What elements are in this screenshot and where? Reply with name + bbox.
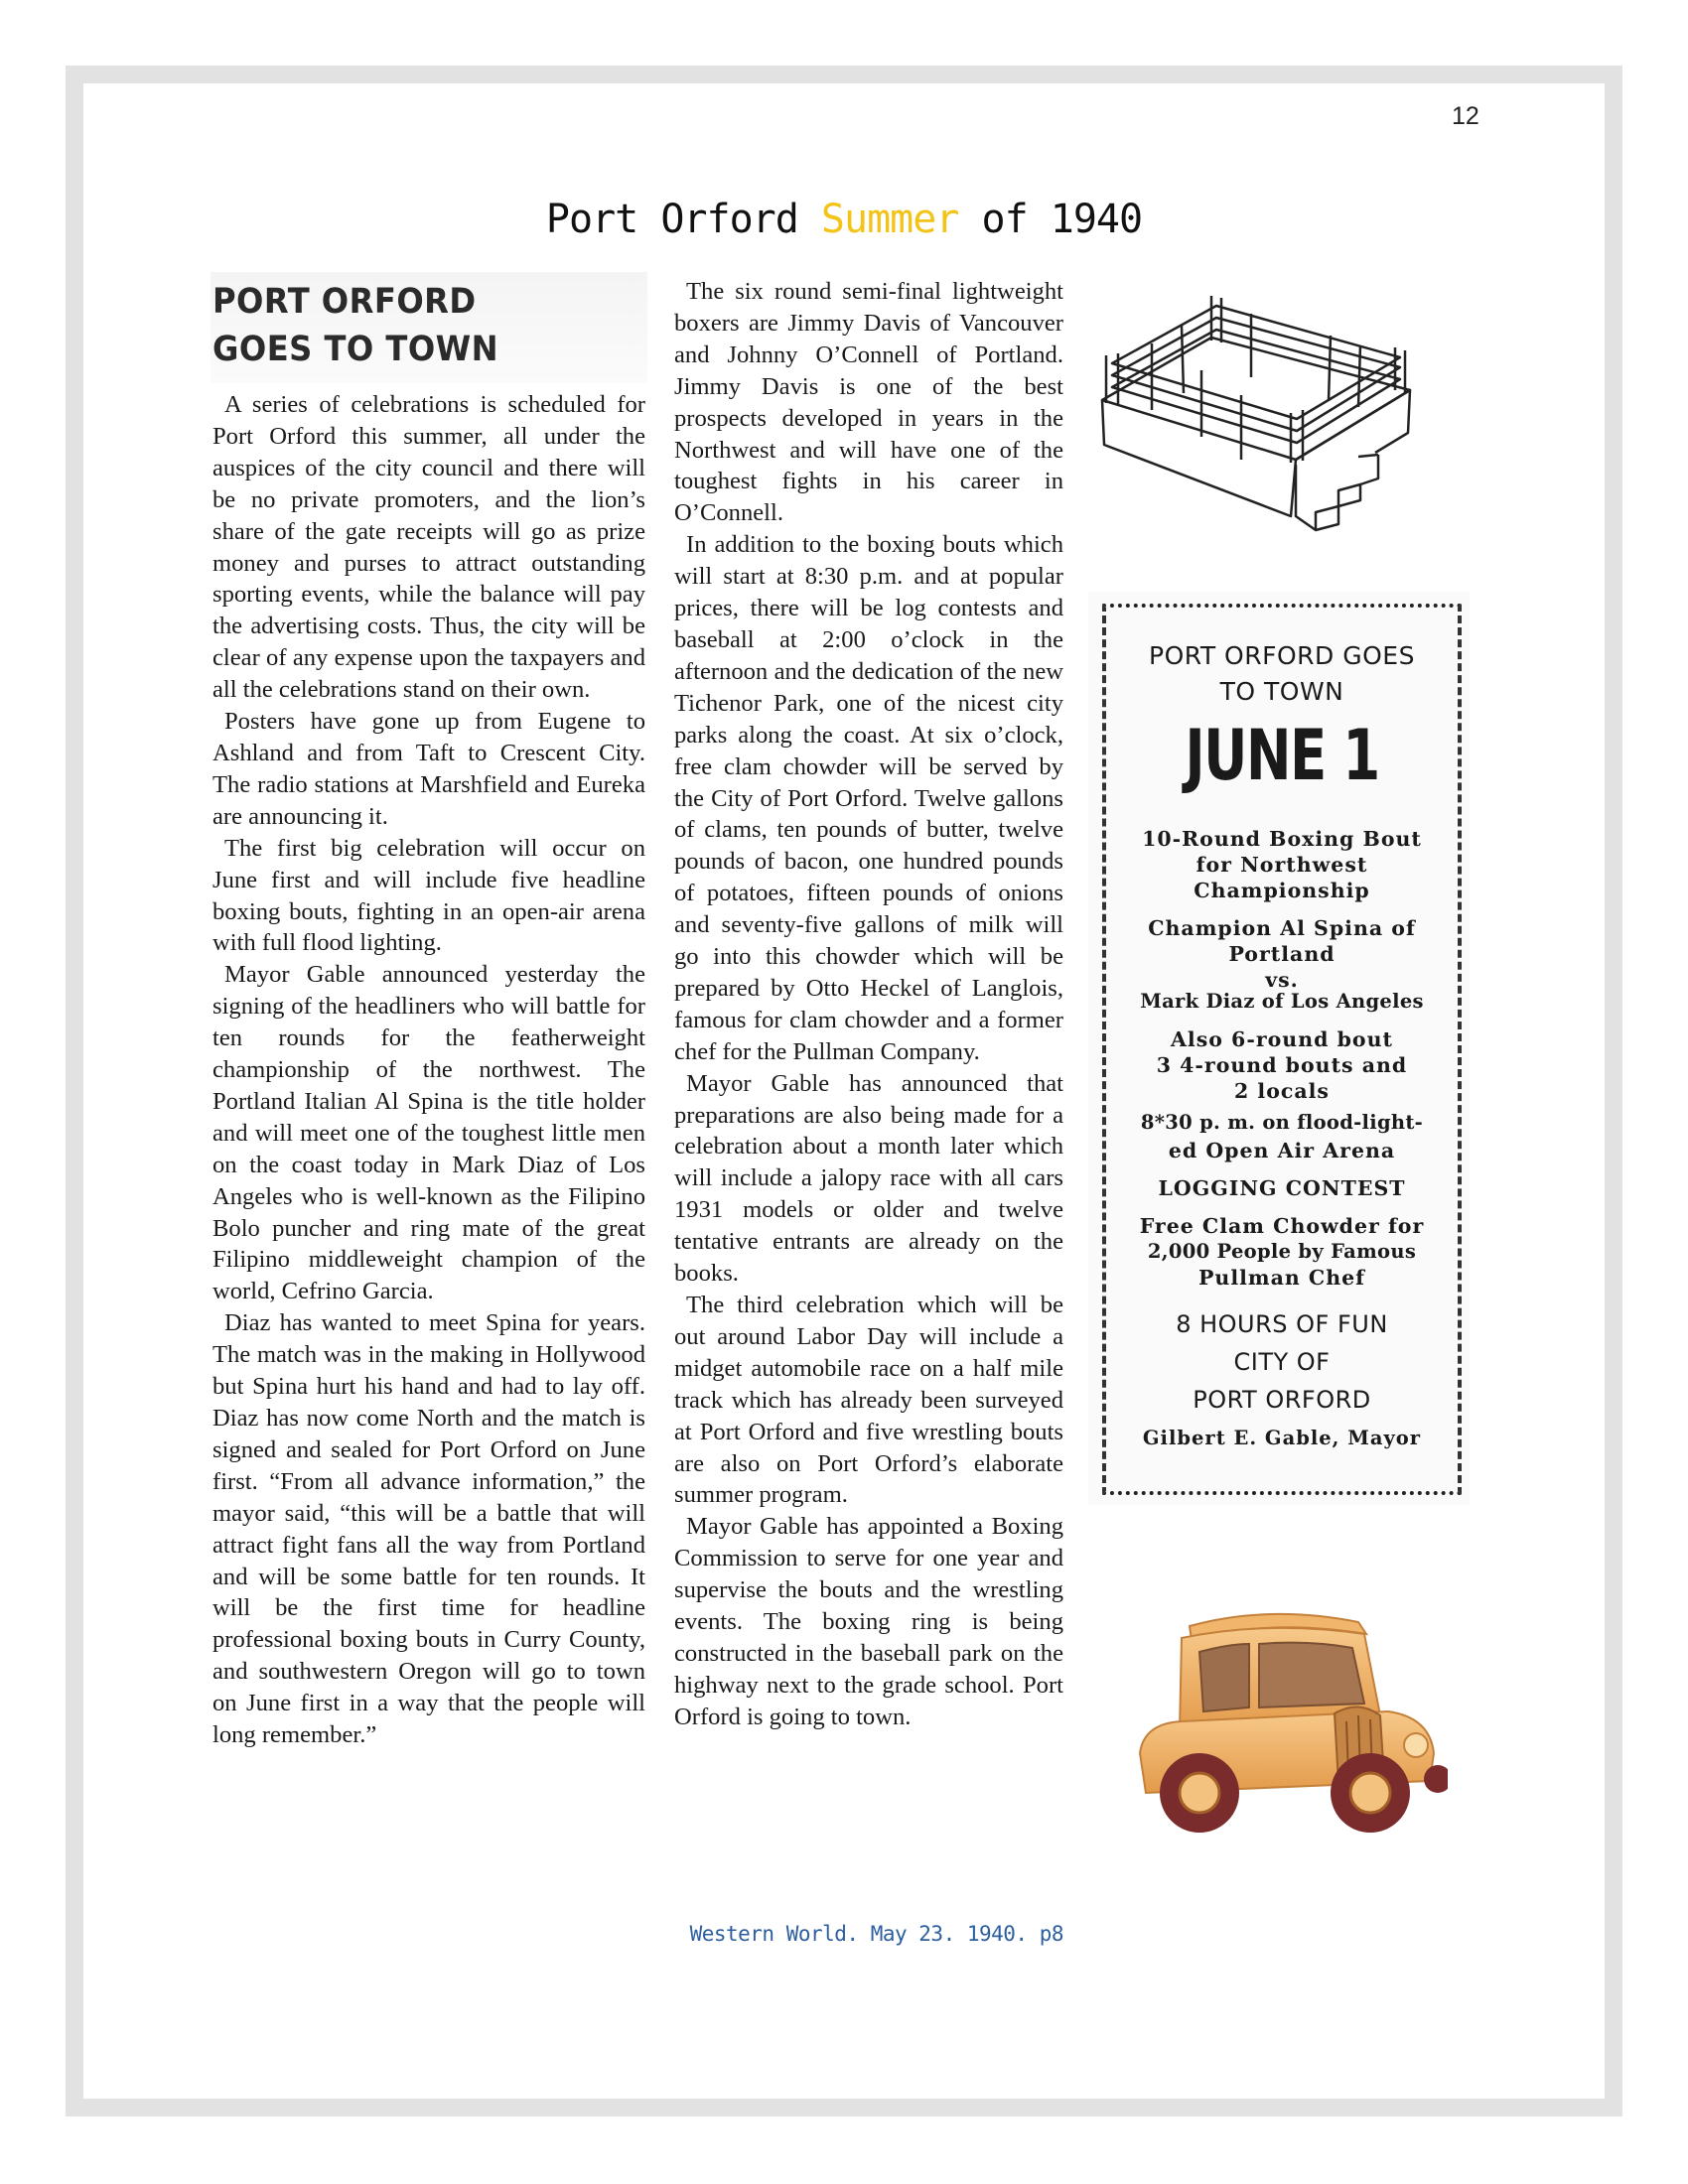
page-title — [0, 197, 1688, 242]
paragraph: Mayor Gable announced yesterday the signing of the headliners who will battle for ten rounds for the featherweight championship of the northwest. The Portland Italian Al Spina is the title holder and will meet one of the toughest little men on the coast today in Mark Diaz of Los Angeles who is well-known as the Filipino Bolo puncher and ring mate of the great Filipino middleweight champion of the world, Cefrino Garcia. — [212, 961, 645, 1305]
ad-text: Pullman Chef — [1198, 1266, 1365, 1290]
ad-text: Free Clam Chowder for — [1139, 1214, 1425, 1238]
ad-text: PORT ORFORD — [1193, 1386, 1371, 1414]
title-part2: of 1940 — [958, 197, 1143, 242]
paragraph: In addition to the boxing bouts which will start at 8:30 p.m. and at popular prices, there will be log contests and baseball at 2:00 o’clock in the afternoon and the dedication of the new Tichenor Park, one of the nicest city parks along the coast. At six o’clock, free clam chowder will be served by the City of Port Orford. Twelve gallons of clams, ten pounds of butter, twelve pounds of bacon, one hundred pounds of potatoes, fifteen pounds of onions and seventy-five gallons of milk will go into this chowder which will be prepared by Otto Heckel of Langlois, famous for clam chowder and a former chef for the Pullman Company. — [674, 531, 1063, 1065]
article-column-1 — [212, 389, 645, 1751]
ad-text: 2 locals — [1234, 1079, 1330, 1103]
article-headline — [212, 278, 611, 373]
title-part1: Port Orford — [545, 197, 821, 242]
ad-text: 3 4-round bouts and — [1156, 1053, 1408, 1077]
ad-date: JUNE 1 — [1185, 715, 1379, 796]
ad-text: LOGGING CONTEST — [1158, 1176, 1406, 1200]
paragraph: Mayor Gable has announced that preparations are also being made for a celebration about a month later which will include a jalopy race with all cars 1931 models or older and twelve tentative entrants are already on the books. — [674, 1069, 1063, 1288]
paragraph: The first big celebration will occur on June first and will include five headline boxing bouts, fighting in an open-air arena with full flood lighting. — [212, 834, 645, 957]
page-number: 12 — [1452, 102, 1479, 130]
ad-text: CITY OF — [1233, 1348, 1331, 1376]
ad-text: 10-Round Boxing Bout — [1142, 827, 1422, 851]
ad-heading-2: TO TOWN — [1219, 677, 1344, 706]
paragraph: Posters have gone up from Eugene to Ashland and from Taft to Crescent City. The radio stations at Marshfield and Eureka are announcing it. — [212, 708, 645, 830]
paragraph: Mayor Gable has appointed a Boxing Commission to serve for one year and supervise the bouts and the wrestling events. The boxing ring is being constructed in the baseball park on the highway next to the grade school. Port Orford is going to town. — [674, 1513, 1063, 1730]
headline-line-1: PORT ORFORD — [212, 282, 477, 322]
ad-text: Gilbert E. Gable, Mayor — [1142, 1427, 1422, 1449]
ad-text: Champion Al Spina of — [1148, 916, 1416, 940]
title-accent: Summer — [820, 197, 959, 242]
paragraph: The six round semi-final lightweight boxers are Jimmy Davis of Vancouver and Johnny O’Connell of Portland. Jimmy Davis is one of the best prospects developed in years in the Northwest and will have one of the toughest fights in his career in O’Connell. — [674, 278, 1063, 527]
source-citation: Western World. May 23. 1940. p8 — [689, 1922, 1063, 1946]
paragraph: The third celebration which will be out around Labor Day will include a midget automobile race on a half mile track which has already been surveyed at Port Orford and five wrestling bouts are also on Port Orford’s elaborate summer program. — [674, 1292, 1063, 1509]
ad-text: Mark Diaz of Los Angeles — [1140, 990, 1424, 1013]
vintage-car-illustration — [1120, 1604, 1448, 1843]
ad-text: 2,000 People by Famous — [1147, 1240, 1417, 1263]
ad-text: 8 HOURS OF FUN — [1176, 1310, 1388, 1338]
article-column-2 — [674, 276, 1063, 1733]
ad-text: Portland — [1228, 942, 1336, 966]
ad-text: Championship — [1194, 879, 1370, 902]
ad-text: ed Open Air Arena — [1168, 1139, 1396, 1162]
ad-text: vs. — [1265, 968, 1299, 992]
ad-text: Also 6-round bout — [1171, 1027, 1393, 1051]
ad-text: 8*30 p. m. on flood-light- — [1140, 1111, 1424, 1134]
ad-text: for Northwest — [1196, 853, 1368, 877]
advertisement-box — [1102, 604, 1462, 1495]
paragraph: A series of celebrations is scheduled for Port Orford this summer, all under the auspices of the city council and there will be no private promoters, and the lion’s share of the gate receipts will go as prize money and purses to attract outstanding sporting events, while the balance will pay the advertising costs. Thus, the city will be clear of any expense upon the taxpayers and all the celebrations stand on their own. — [212, 391, 645, 704]
boxing-ring-illustration — [1092, 296, 1420, 554]
advertisement-clipping — [1088, 592, 1470, 1505]
headline-line-2: GOES TO TOWN — [212, 330, 499, 369]
ad-heading-1: PORT ORFORD GOES — [1149, 641, 1415, 670]
paragraph: Diaz has wanted to meet Spina for years. The match was in the making in Hollywood but Spina hurt his hand and had to lay off. Diaz has now come North and the match is signed and sealed for Port Orford on June first. “From all advance information,” the mayor said, “this will be a battle that will attract fight fans all the way from Portland and will be some battle for ten rounds. It will be the first time for headline professional boxing bouts in Curry County, and southwestern Oregon will go to town on June first in a way that the people will long remember.” — [212, 1309, 645, 1749]
